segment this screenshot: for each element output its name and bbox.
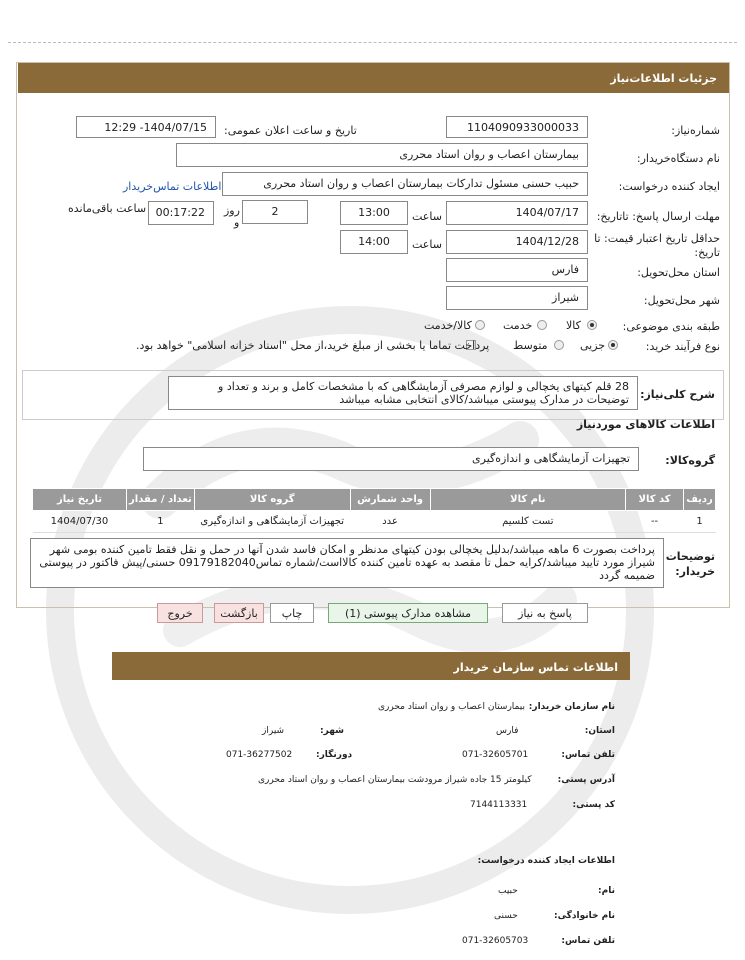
announce-label: تاریخ و ساعت اعلان عمومی: (224, 124, 357, 137)
creator-phone: 071-32605703 (462, 936, 529, 946)
days-remaining-field: 2 (242, 200, 308, 224)
remaining-label: ساعت باقی‌مانده (68, 202, 147, 215)
city-label: شهر محل‌تحویل: (643, 294, 720, 307)
deadline-date-field: 1404/07/17 (446, 201, 588, 225)
summary-text: 28 قلم کیتهای یخچالی و لوازم مصرفی آزمایشگاهی که با مشخصات کامل و برند و تعداد و توضیحات در مدارک پیوستی میباشد/کالای انتخابی مشابه میباشد (168, 376, 638, 410)
process-medium-radio[interactable] (554, 340, 564, 350)
col-code: کد کالا (626, 489, 684, 511)
treasury-note: پرداخت تماما یا بخشی از مبلغ خرید،از محل "اسناد خزانه اسلامی" خواهد بود. (136, 339, 490, 352)
category-both-radio[interactable] (475, 320, 485, 330)
buyer-org-field: بیمارستان اعصاب و روان استاد محرری (176, 143, 588, 167)
creator-label: ایجاد کننده درخواست: (618, 180, 720, 193)
category-service-radio[interactable] (537, 320, 547, 330)
deadline-time-label: ساعت (412, 210, 442, 223)
city-field: شیراز (446, 286, 588, 310)
contact-address-label: آدرس پستی: (557, 775, 615, 785)
back-button[interactable]: بازگشت (214, 603, 264, 623)
validity-date-field: 1404/12/28 (446, 230, 588, 254)
contact-phone: 071-32605701 (462, 750, 529, 760)
process-minor-radio[interactable] (608, 340, 618, 350)
contact-fax-label: دورنگار: (316, 750, 353, 760)
validity-time-label: ساعت (412, 238, 442, 251)
process-label: نوع فرآیند خرید: (645, 340, 720, 353)
cell-date: 1404/07/30 (33, 511, 127, 533)
province-field: فارس (446, 258, 588, 282)
days-suffix: و (234, 216, 240, 229)
buyer-notes-label: توضیحات (665, 550, 715, 563)
creator-phone-label: تلفن تماس: (561, 936, 615, 946)
cell-qty: 1 (126, 511, 194, 533)
table-header-row (33, 489, 716, 511)
deadline-time-field: 13:00 (340, 201, 408, 225)
contact-postal-label: کد پستی: (572, 800, 615, 810)
contact-fax: 071-36277502 (226, 750, 293, 760)
contact-phone-label: تلفن تماس: (561, 750, 615, 760)
contact-province: فارس (496, 726, 519, 736)
validity-time-field: 14:00 (340, 230, 408, 254)
category-goods-label: کالا (566, 319, 581, 332)
creator-name-label: نام: (598, 886, 615, 896)
goods-group-label: گروه‌کالا: (665, 454, 715, 467)
col-unit: واحد شمارش (350, 489, 430, 511)
contact-city: شیراز (262, 726, 285, 736)
need-number-label: شماره‌نیاز: (671, 124, 720, 137)
items-table (32, 488, 716, 533)
category-both-label: کالا/خدمت (424, 319, 472, 332)
goods-group-field: تجهیزات آزمایشگاهی و اندازه‌گیری (143, 447, 639, 471)
reply-button[interactable]: پاسخ به نیاز (502, 603, 588, 623)
creator-family: حسنی (494, 911, 518, 921)
col-date: تاریخ نیاز (33, 489, 127, 511)
cell-code: -- (626, 511, 684, 533)
validity-label-2: تاریخ: (694, 246, 720, 259)
contact-postal: 7144113331 (470, 800, 528, 810)
contact-address: کیلومتر 15 جاده شیراز مرودشت بیمارستان اعصاب و روان استاد محرری (258, 775, 532, 785)
buyer-org-label: نام دستگاه‌خریدار: (636, 152, 720, 165)
col-row: ردیف (684, 489, 716, 511)
buyer-notes-text: پرداخت بصورت 6 ماهه میباشد/بدلیل یخچالی بودن کیتهای مدنظر و امکان فاسد شدن آنها در حمل و نقل فقط تامین کننده بومی شهر شیراز مورد تایید میباشد/کرایه حمل تا مقصد به عهده تامین کننده کالااست/شماره تماس09179182040 حسنی/پیش فاکتور در پیوستی ضمیمه گردد (30, 538, 664, 588)
announce-field: 1404/07/15- 12:29 (76, 116, 216, 138)
cell-group: تجهیزات آزمایشگاهی و اندازه‌گیری (194, 511, 350, 533)
process-medium-label: متوسط (513, 339, 548, 352)
top-divider (8, 42, 737, 43)
cell-name: تست کلسیم (430, 511, 626, 533)
province-label: استان محل‌تحویل: (637, 266, 720, 279)
category-goods-radio[interactable] (587, 320, 597, 330)
cell-unit: عدد (350, 511, 430, 533)
summary-label: شرح کلی‌نیاز: (640, 388, 715, 401)
contact-city-label: شهر: (320, 726, 344, 736)
goods-info-title: اطلاعات کالاهای موردنیاز (576, 418, 715, 431)
creator-info-title: اطلاعات ایجاد کننده درخواست: (477, 856, 615, 866)
contact-org-label: نام سازمان خریدار: (528, 702, 615, 712)
page-title: جزئیات اطلاعات‌نیاز (18, 63, 729, 93)
col-name: نام کالا (430, 489, 626, 511)
exit-button[interactable]: خروج (157, 603, 203, 623)
print-button[interactable]: چاپ (270, 603, 314, 623)
table-row (33, 511, 716, 533)
days-label: روز (224, 204, 240, 217)
process-minor-label: جزیی (580, 339, 606, 352)
creator-name: حبیب (498, 886, 518, 896)
category-service-label: خدمت (503, 319, 533, 332)
contact-province-label: استان: (584, 726, 615, 736)
need-number-field: 1104090933000033 (446, 116, 588, 138)
creator-field: حبیب حسنی مسئول تدارکات بیمارستان اعصاب و روان استاد محرری (222, 172, 588, 196)
validity-label: حداقل تاریخ اعتبار قیمت: تا (594, 232, 720, 245)
cell-row: 1 (684, 511, 716, 533)
contact-org: بیمارستان اعصاب و روان استاد محرری (378, 702, 525, 712)
col-qty: تعداد / مقدار (126, 489, 194, 511)
creator-family-label: نام خانوادگی: (553, 911, 615, 921)
buyer-notes-label-2: خریدار: (675, 565, 715, 578)
contact-section-title: اطلاعات تماس سازمان خریدار (112, 652, 630, 680)
col-group: گروه کالا (194, 489, 350, 511)
category-label: طبقه بندی موضوعی: (622, 320, 720, 333)
deadline-label: مهلت ارسال پاسخ: تاتاریخ: (596, 210, 720, 223)
buyer-contact-link[interactable]: اطلاعات تماس‌خریدار (123, 180, 222, 193)
remaining-time-field: 00:17:22 (148, 201, 214, 225)
attachments-button[interactable]: مشاهده مدارک پیوستی (1) (328, 603, 488, 623)
